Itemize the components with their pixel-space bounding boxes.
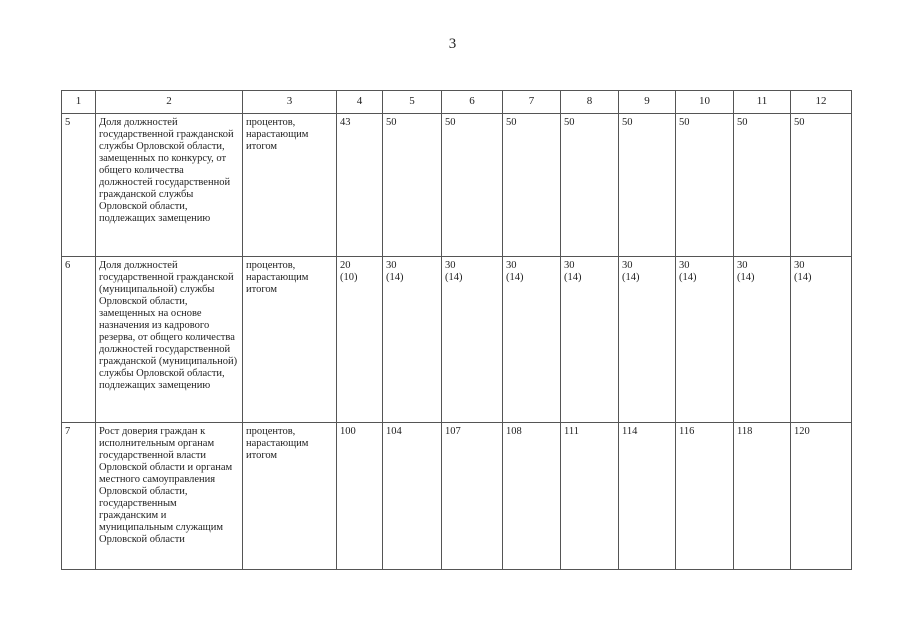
header-cell: 9 [619,91,676,114]
header-cell: 3 [243,91,337,114]
value-cell: 30 (14) [561,257,619,423]
value-cell: 100 [337,423,383,570]
value-cell: 50 [561,114,619,257]
value-cell: 50 [791,114,852,257]
value-cell: 50 [383,114,442,257]
header-cell: 11 [734,91,791,114]
indicator-cell: Доля должностей государственной гражданской службы Орловской области, замещенных по конкурсу, от общего количества должностей государственной гражданской службы Орловской области, подлежащих замещению [96,114,243,257]
value-cell: 30 (14) [383,257,442,423]
indicator-cell: Рост доверия граждан к исполнительным органам государственной власти Орловской области и органам местного самоуправления Орловской области, государственным гражданским и муниципальным служащим Орловской области [96,423,243,570]
table-header-row [62,91,852,114]
page-number: 3 [448,36,457,52]
unit-cell: процентов, нарастающим итогом [243,114,337,257]
table-row [62,114,852,257]
value-cell: 30 (14) [442,257,503,423]
header-cell: 7 [503,91,561,114]
value-cell: 116 [676,423,734,570]
value-cell: 118 [734,423,791,570]
row-number-cell: 6 [62,257,96,423]
value-cell: 107 [442,423,503,570]
table-row [62,257,852,423]
value-cell: 104 [383,423,442,570]
header-cell: 2 [96,91,243,114]
header-cell: 8 [561,91,619,114]
value-cell: 30 (14) [676,257,734,423]
indicators-table [61,90,852,570]
value-cell: 50 [619,114,676,257]
value-cell: 30 (14) [734,257,791,423]
header-cell: 1 [62,91,96,114]
value-cell: 114 [619,423,676,570]
value-cell: 120 [791,423,852,570]
value-cell: 50 [734,114,791,257]
header-cell: 5 [383,91,442,114]
unit-cell: процентов, нарастающим итогом [243,257,337,423]
value-cell: 50 [442,114,503,257]
header-cell: 10 [676,91,734,114]
header-cell: 12 [791,91,852,114]
value-cell: 111 [561,423,619,570]
value-cell: 50 [503,114,561,257]
value-cell: 30 (14) [791,257,852,423]
row-number-cell: 5 [62,114,96,257]
value-cell: 30 (14) [503,257,561,423]
table-row [62,423,852,570]
header-cell: 6 [442,91,503,114]
header-cell: 4 [337,91,383,114]
value-cell: 30 (14) [619,257,676,423]
unit-cell: процентов, нарастающим итогом [243,423,337,570]
value-cell: 20 (10) [337,257,383,423]
row-number-cell: 7 [62,423,96,570]
value-cell: 50 [676,114,734,257]
indicator-cell: Доля должностей государственной гражданской (муниципальной) службы Орловской области, замещенных на основе назначения из кадрового резерва, от общего количества должностей государственной гражданской (муниципальной) службы Орловской области, подлежащих замещению [96,257,243,423]
value-cell: 43 [337,114,383,257]
value-cell: 108 [503,423,561,570]
